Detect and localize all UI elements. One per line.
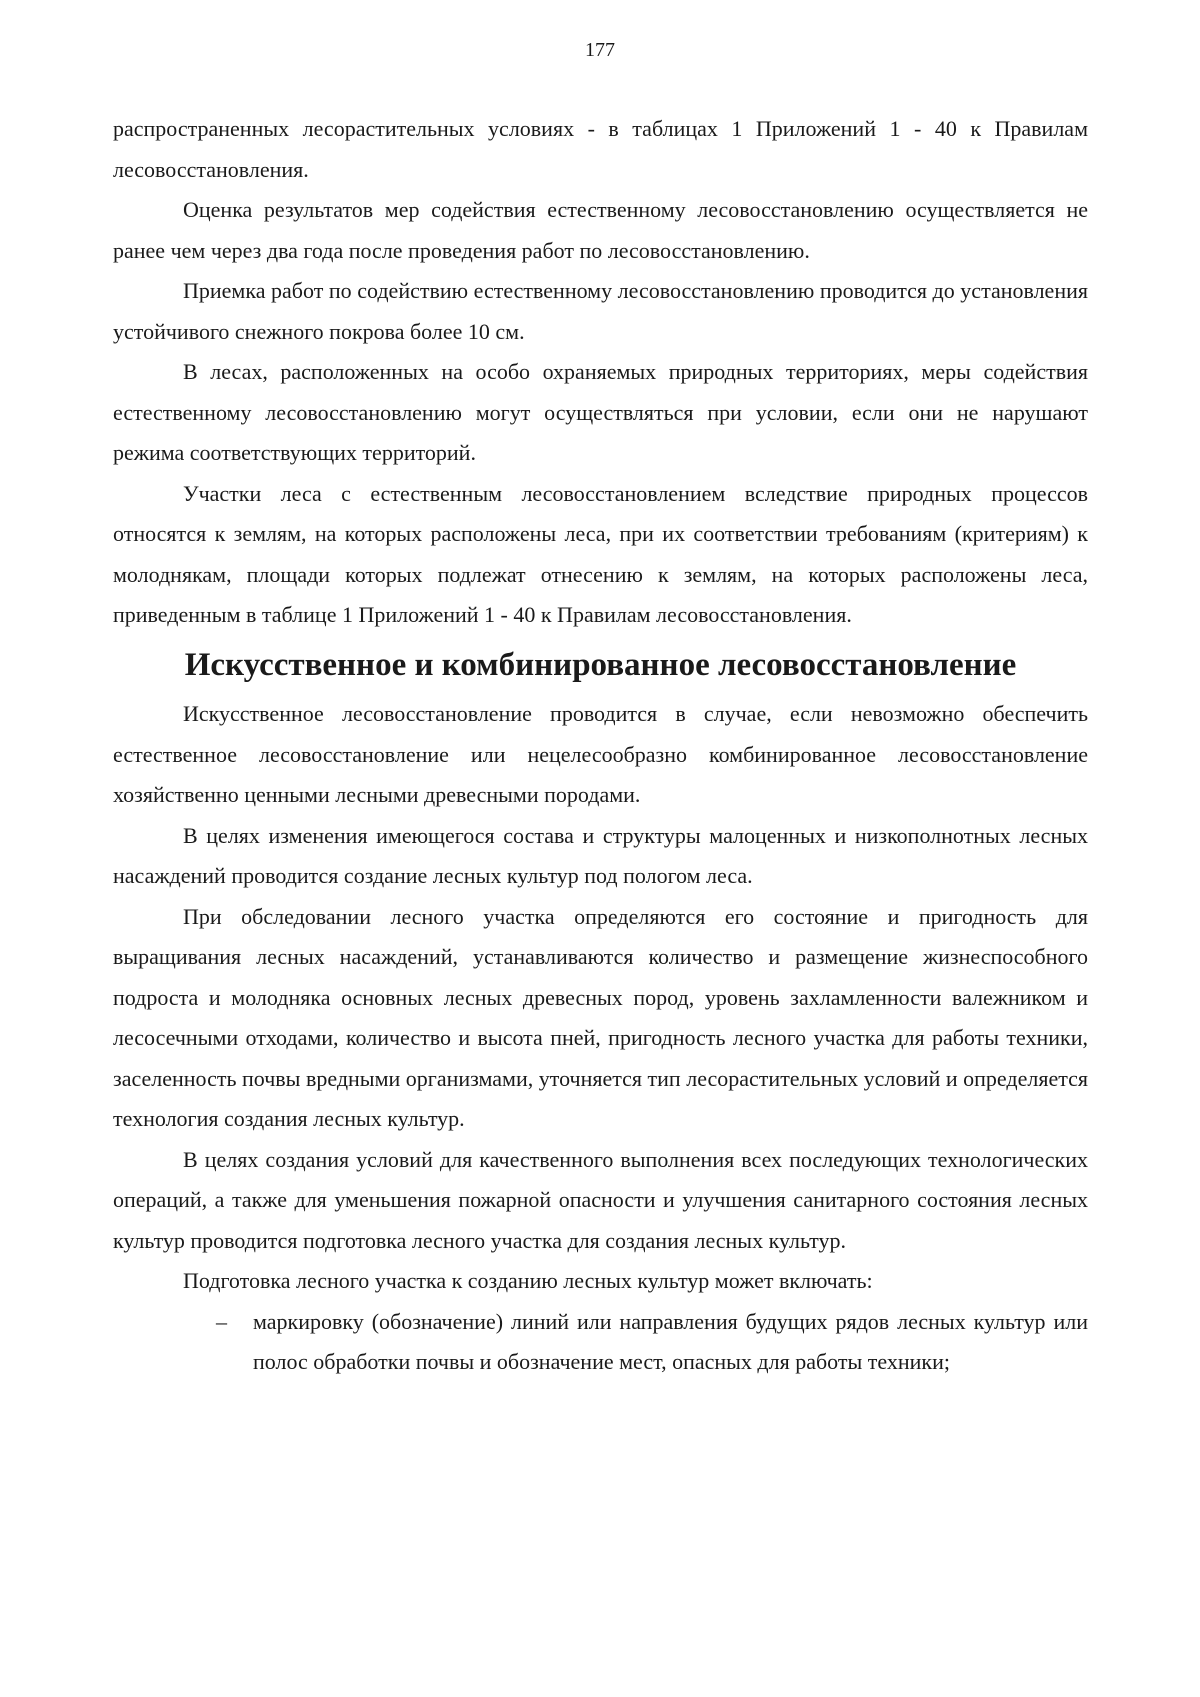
list-item — [113, 1302, 1088, 1383]
paragraph: В целях изменения имеющегося состава и структуры малоценных и низкополнотных лесных насаждений проводится создание лесных культур под пологом леса. — [113, 822, 1088, 888]
paragraph: Приемка работ по содействию естественному лесовосстановлению проводится до установления устойчивого снежного покрова более 10 см. — [113, 278, 1088, 344]
list-item-text: маркировку (обозначение) линий или направления будущих рядов лесных культур или полос обработки почвы и обозначение мест, опасных для работы техники; — [253, 1308, 1088, 1374]
bullet-list — [113, 1302, 1088, 1383]
paragraph: При обследовании лесного участка определяются его состояние и пригодность для выращивания лесных насаждений, устанавливаются количество и размещение жизнеспособного подроста и молодняка основных лесных древесных пород, уровень захламленности валежником и лесосечными отходами, количество и высота пней, пригодность лесного участка для работы техники, заселенность почвы вредными организмами, уточняется тип лесорастительных условий и определяется технология создания лесных культур. — [113, 903, 1088, 1131]
page-number: 177 — [585, 39, 615, 61]
list-dash-marker: – — [216, 1308, 227, 1334]
section-heading: Искусственное и комбинированное лесовосстановление — [184, 646, 1017, 683]
paragraph: Участки леса с естественным лесовосстановлением вследствие природных процессов относятся к землям, на которых расположены леса, при их соответствии требованиям (критериям) к молоднякам, площади которых подлежат отнесению к землям, на которых расположены леса, приведенным в таблице 1 Приложений 1 - 40 к Правилам лесовосстановления. — [113, 480, 1088, 627]
paragraph: Подготовка лесного участка к созданию лесных культур может включать: — [183, 1268, 873, 1293]
document-body — [113, 109, 1088, 1383]
paragraph-continuation: распространенных лесорастительных условиях - в таблицах 1 Приложений 1 - 40 к Правилам лесовосстановления. — [113, 116, 1088, 182]
paragraph: В лесах, расположенных на особо охраняемых природных территориях, меры содействия естественному лесовосстановлению могут осуществляться при условии, если они не нарушают режима соответствующих территорий. — [113, 359, 1088, 465]
paragraph: Искусственное лесовосстановление проводится в случае, если невозможно обеспечить естественное лесовосстановление или нецелесообразно комбинированное лесовосстановление хозяйственно ценными лесными древесными породами. — [113, 701, 1088, 807]
paragraph: В целях создания условий для качественного выполнения всех последующих технологических операций, а также для уменьшения пожарной опасности и улучшения санитарного состояния лесных культур проводится подготовка лесного участка для создания лесных культур. — [113, 1146, 1088, 1253]
paragraph: Оценка результатов мер содействия естественному лесовосстановлению осуществляется не ранее чем через два года после проведения работ по лесовосстановлению. — [113, 197, 1088, 263]
